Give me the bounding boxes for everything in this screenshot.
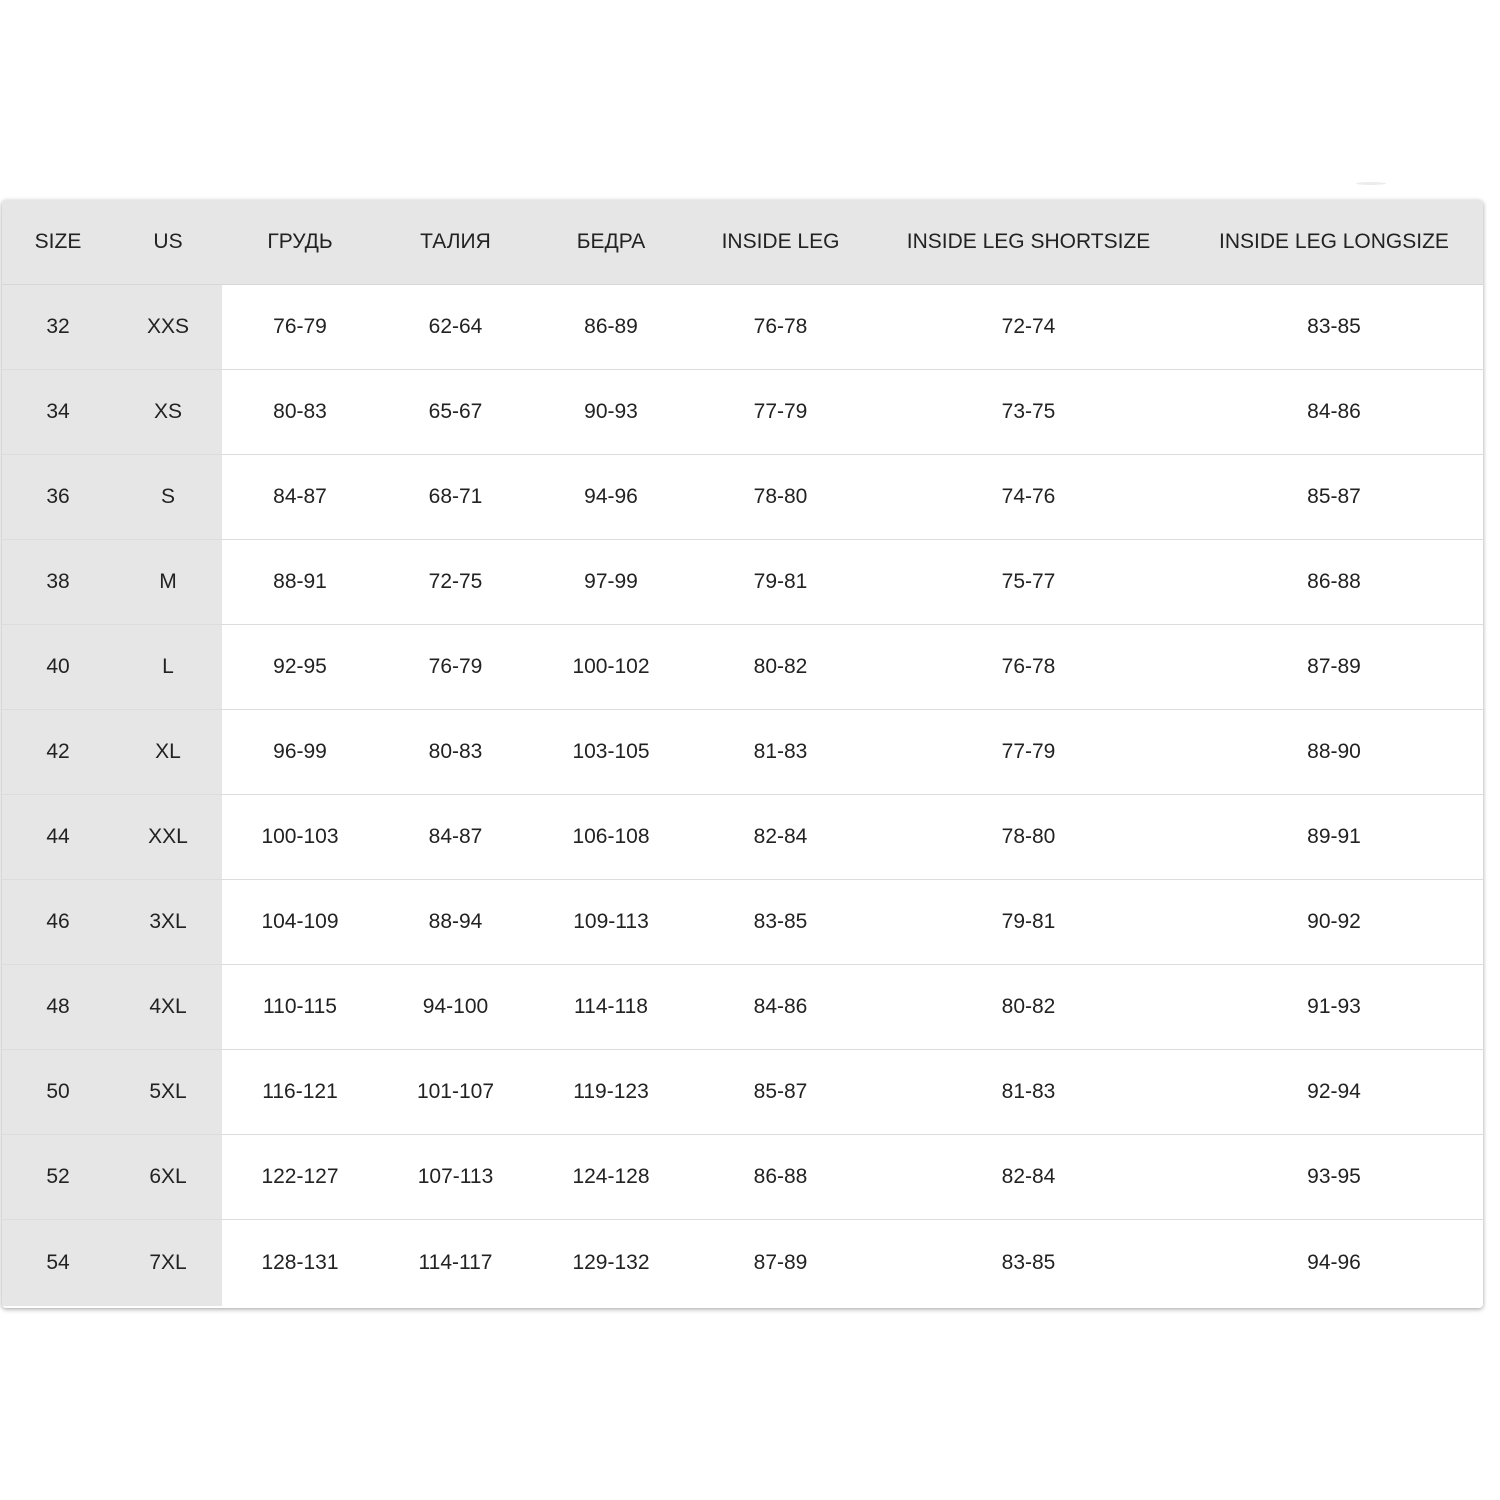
cell-inside-leg-longsize: 85-87	[1185, 455, 1483, 540]
cell-inside-leg: 76-78	[689, 285, 872, 370]
cell-hips: 114-118	[533, 965, 689, 1050]
cell-size: 40	[2, 625, 114, 710]
cell-waist: 68-71	[378, 455, 533, 540]
cell-inside-leg: 78-80	[689, 455, 872, 540]
header-us: US	[114, 200, 222, 285]
cell-inside-leg-shortsize: 74-76	[872, 455, 1185, 540]
cell-hips: 97-99	[533, 540, 689, 625]
cell-waist: 84-87	[378, 795, 533, 880]
cell-size: 42	[2, 710, 114, 795]
table-row	[2, 285, 1483, 370]
cell-size: 52	[2, 1135, 114, 1220]
cell-size: 32	[2, 285, 114, 370]
cell-hips: 103-105	[533, 710, 689, 795]
cell-us: 3XL	[114, 880, 222, 965]
cell-size: 36	[2, 455, 114, 540]
table-row	[2, 795, 1483, 880]
cell-inside-leg-shortsize: 79-81	[872, 880, 1185, 965]
cell-inside-leg-shortsize: 78-80	[872, 795, 1185, 880]
cell-chest: 96-99	[222, 710, 378, 795]
cell-hips: 119-123	[533, 1050, 689, 1135]
cell-inside-leg-longsize: 92-94	[1185, 1050, 1483, 1135]
cell-us: 7XL	[114, 1220, 222, 1307]
cell-hips: 106-108	[533, 795, 689, 880]
size-chart-card	[2, 200, 1483, 1308]
cell-size: 48	[2, 965, 114, 1050]
cell-inside-leg-shortsize: 80-82	[872, 965, 1185, 1050]
cell-inside-leg-shortsize: 75-77	[872, 540, 1185, 625]
table-row	[2, 880, 1483, 965]
cell-inside-leg-shortsize: 83-85	[872, 1220, 1185, 1307]
cell-inside-leg-shortsize: 76-78	[872, 625, 1185, 710]
cell-inside-leg-longsize: 87-89	[1185, 625, 1483, 710]
cell-inside-leg: 77-79	[689, 370, 872, 455]
cell-inside-leg: 81-83	[689, 710, 872, 795]
cell-size: 54	[2, 1220, 114, 1307]
cell-chest: 116-121	[222, 1050, 378, 1135]
header-waist: ТАЛИЯ	[378, 200, 533, 285]
header-hips: БЕДРА	[533, 200, 689, 285]
cell-inside-leg-longsize: 89-91	[1185, 795, 1483, 880]
cell-size: 50	[2, 1050, 114, 1135]
table-row	[2, 1220, 1483, 1307]
cell-us: XL	[114, 710, 222, 795]
size-chart-table	[2, 200, 1483, 1306]
table-body	[2, 285, 1483, 1307]
header-chest: ГРУДЬ	[222, 200, 378, 285]
cell-hips: 90-93	[533, 370, 689, 455]
header-row	[2, 200, 1483, 285]
cell-chest: 92-95	[222, 625, 378, 710]
cell-chest: 110-115	[222, 965, 378, 1050]
cell-chest: 88-91	[222, 540, 378, 625]
table-row	[2, 370, 1483, 455]
cell-us: XS	[114, 370, 222, 455]
cell-inside-leg-longsize: 84-86	[1185, 370, 1483, 455]
cell-waist: 62-64	[378, 285, 533, 370]
cell-waist: 80-83	[378, 710, 533, 795]
cell-inside-leg: 82-84	[689, 795, 872, 880]
cell-inside-leg: 86-88	[689, 1135, 872, 1220]
cell-us: 5XL	[114, 1050, 222, 1135]
cell-us: XXL	[114, 795, 222, 880]
cell-chest: 80-83	[222, 370, 378, 455]
cell-inside-leg-longsize: 86-88	[1185, 540, 1483, 625]
cell-size: 34	[2, 370, 114, 455]
cell-inside-leg-shortsize: 81-83	[872, 1050, 1185, 1135]
header-size: SIZE	[2, 200, 114, 285]
cell-us: XXS	[114, 285, 222, 370]
cell-chest: 100-103	[222, 795, 378, 880]
cell-waist: 114-117	[378, 1220, 533, 1307]
cell-us: 6XL	[114, 1135, 222, 1220]
table-row	[2, 1050, 1483, 1135]
cell-waist: 72-75	[378, 540, 533, 625]
cell-inside-leg: 87-89	[689, 1220, 872, 1307]
cell-hips: 100-102	[533, 625, 689, 710]
cell-us: L	[114, 625, 222, 710]
cell-waist: 94-100	[378, 965, 533, 1050]
cell-inside-leg-longsize: 91-93	[1185, 965, 1483, 1050]
table-row	[2, 455, 1483, 540]
cell-us: M	[114, 540, 222, 625]
header-inside-leg-longsize: INSIDE LEG LONGSIZE	[1185, 200, 1483, 285]
table-row	[2, 965, 1483, 1050]
cell-inside-leg: 79-81	[689, 540, 872, 625]
cell-chest: 122-127	[222, 1135, 378, 1220]
table-row	[2, 625, 1483, 710]
cell-size: 44	[2, 795, 114, 880]
cell-inside-leg-shortsize: 72-74	[872, 285, 1185, 370]
cell-size: 38	[2, 540, 114, 625]
cell-us: 4XL	[114, 965, 222, 1050]
cell-inside-leg-longsize: 83-85	[1185, 285, 1483, 370]
header-inside-leg: INSIDE LEG	[689, 200, 872, 285]
cell-inside-leg: 85-87	[689, 1050, 872, 1135]
cell-hips: 94-96	[533, 455, 689, 540]
header-inside-leg-shortsize: INSIDE LEG SHORTSIZE	[872, 200, 1185, 285]
cell-us: S	[114, 455, 222, 540]
cell-chest: 128-131	[222, 1220, 378, 1307]
cell-inside-leg-shortsize: 82-84	[872, 1135, 1185, 1220]
cell-chest: 76-79	[222, 285, 378, 370]
cell-inside-leg: 83-85	[689, 880, 872, 965]
cell-inside-leg-shortsize: 73-75	[872, 370, 1185, 455]
cell-waist: 76-79	[378, 625, 533, 710]
table-row	[2, 710, 1483, 795]
cell-inside-leg: 80-82	[689, 625, 872, 710]
cell-waist: 101-107	[378, 1050, 533, 1135]
cell-size: 46	[2, 880, 114, 965]
cell-inside-leg: 84-86	[689, 965, 872, 1050]
cell-waist: 88-94	[378, 880, 533, 965]
cell-inside-leg-shortsize: 77-79	[872, 710, 1185, 795]
cell-chest: 84-87	[222, 455, 378, 540]
cell-hips: 86-89	[533, 285, 689, 370]
table-row	[2, 1135, 1483, 1220]
cell-inside-leg-longsize: 93-95	[1185, 1135, 1483, 1220]
cell-inside-leg-longsize: 90-92	[1185, 880, 1483, 965]
cell-hips: 124-128	[533, 1135, 689, 1220]
cell-waist: 107-113	[378, 1135, 533, 1220]
cell-hips: 129-132	[533, 1220, 689, 1307]
cell-chest: 104-109	[222, 880, 378, 965]
cell-inside-leg-longsize: 88-90	[1185, 710, 1483, 795]
cell-waist: 65-67	[378, 370, 533, 455]
corner-artifact	[1356, 182, 1386, 185]
cell-inside-leg-longsize: 94-96	[1185, 1220, 1483, 1307]
table-row	[2, 540, 1483, 625]
cell-hips: 109-113	[533, 880, 689, 965]
table-header	[2, 200, 1483, 285]
